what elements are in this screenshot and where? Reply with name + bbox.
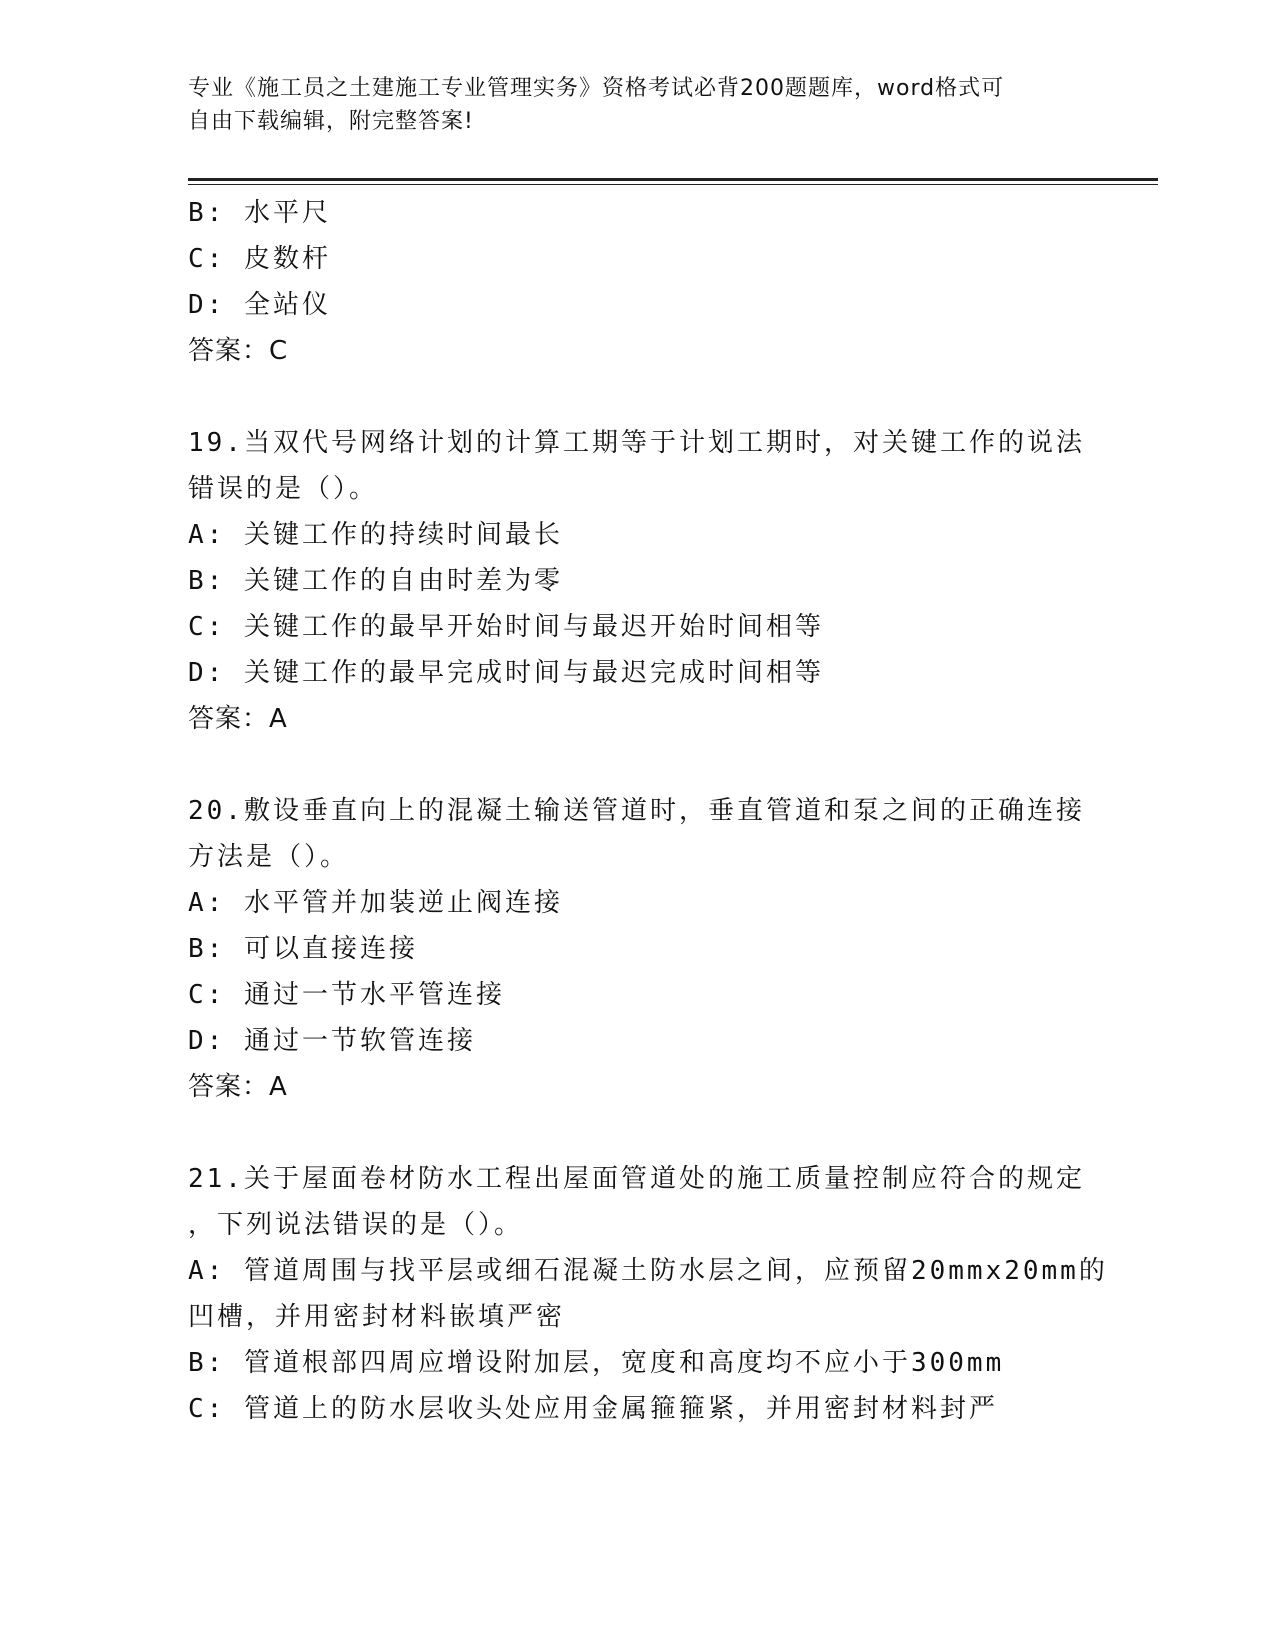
document-header — [188, 72, 1088, 138]
prev-question — [188, 190, 1088, 374]
question-19 — [188, 420, 1088, 742]
option-c: C: 管道上的防水层收头处应用金属箍箍紧，并用密封材料封严 — [188, 1394, 998, 1424]
header-rule-thick — [188, 178, 1158, 181]
header-rule-thin — [188, 184, 1158, 185]
question-text-line-2: ，下列说法错误的是（）。 — [188, 1210, 524, 1240]
option-a: A: 关键工作的持续时间最长 — [188, 520, 563, 550]
question-text-line-2: 错误的是（）。 — [188, 474, 379, 504]
question-21 — [188, 1156, 1108, 1432]
option-a: A: 水平管并加装逆止阀连接 — [188, 888, 563, 918]
option-d: D: 关键工作的最早完成时间与最迟完成时间相等 — [188, 658, 824, 688]
question-text-line-1: 21.关于屋面卷材防水工程出屋面管道处的施工质量控制应符合的规定 — [188, 1164, 1085, 1194]
answer: 答案：A — [188, 704, 288, 734]
header-line-1: 专业《施工员之土建施工专业管理实务》资格考试必背200题题库，word格式可 — [188, 76, 1005, 101]
option-a: A: 管道周围与找平层或细石混凝土防水层之间，应预留20mmx20mm的 — [188, 1256, 1108, 1286]
option-b: B: 管道根部四周应增设附加层，宽度和高度均不应小于300mm — [188, 1348, 1005, 1378]
option-d: D: 全站仪 — [188, 290, 331, 320]
header-line-2: 自由下载编辑，附完整答案! — [188, 109, 474, 134]
option-b: B: 可以直接连接 — [188, 934, 418, 964]
option-c: C: 通过一节水平管连接 — [188, 980, 505, 1010]
question-text-line-1: 19.当双代号网络计划的计算工期等于计划工期时，对关键工作的说法 — [188, 428, 1085, 458]
question-20 — [188, 788, 1088, 1110]
answer: 答案：A — [188, 1072, 288, 1102]
option-a-continued: 凹槽，并用密封材料嵌填严密 — [188, 1302, 566, 1332]
answer: 答案：C — [188, 336, 289, 366]
question-text-line-1: 20.敷设垂直向上的混凝土输送管道时，垂直管道和泵之间的正确连接 — [188, 796, 1085, 826]
option-d: D: 通过一节软管连接 — [188, 1026, 476, 1056]
option-b: B: 关键工作的自由时差为零 — [188, 566, 563, 596]
option-c: C: 皮数杆 — [188, 244, 331, 274]
option-c: C: 关键工作的最早开始时间与最迟开始时间相等 — [188, 612, 824, 642]
question-text-line-2: 方法是（）。 — [188, 842, 350, 872]
option-b: B: 水平尺 — [188, 198, 331, 228]
document-body — [188, 190, 1108, 1432]
